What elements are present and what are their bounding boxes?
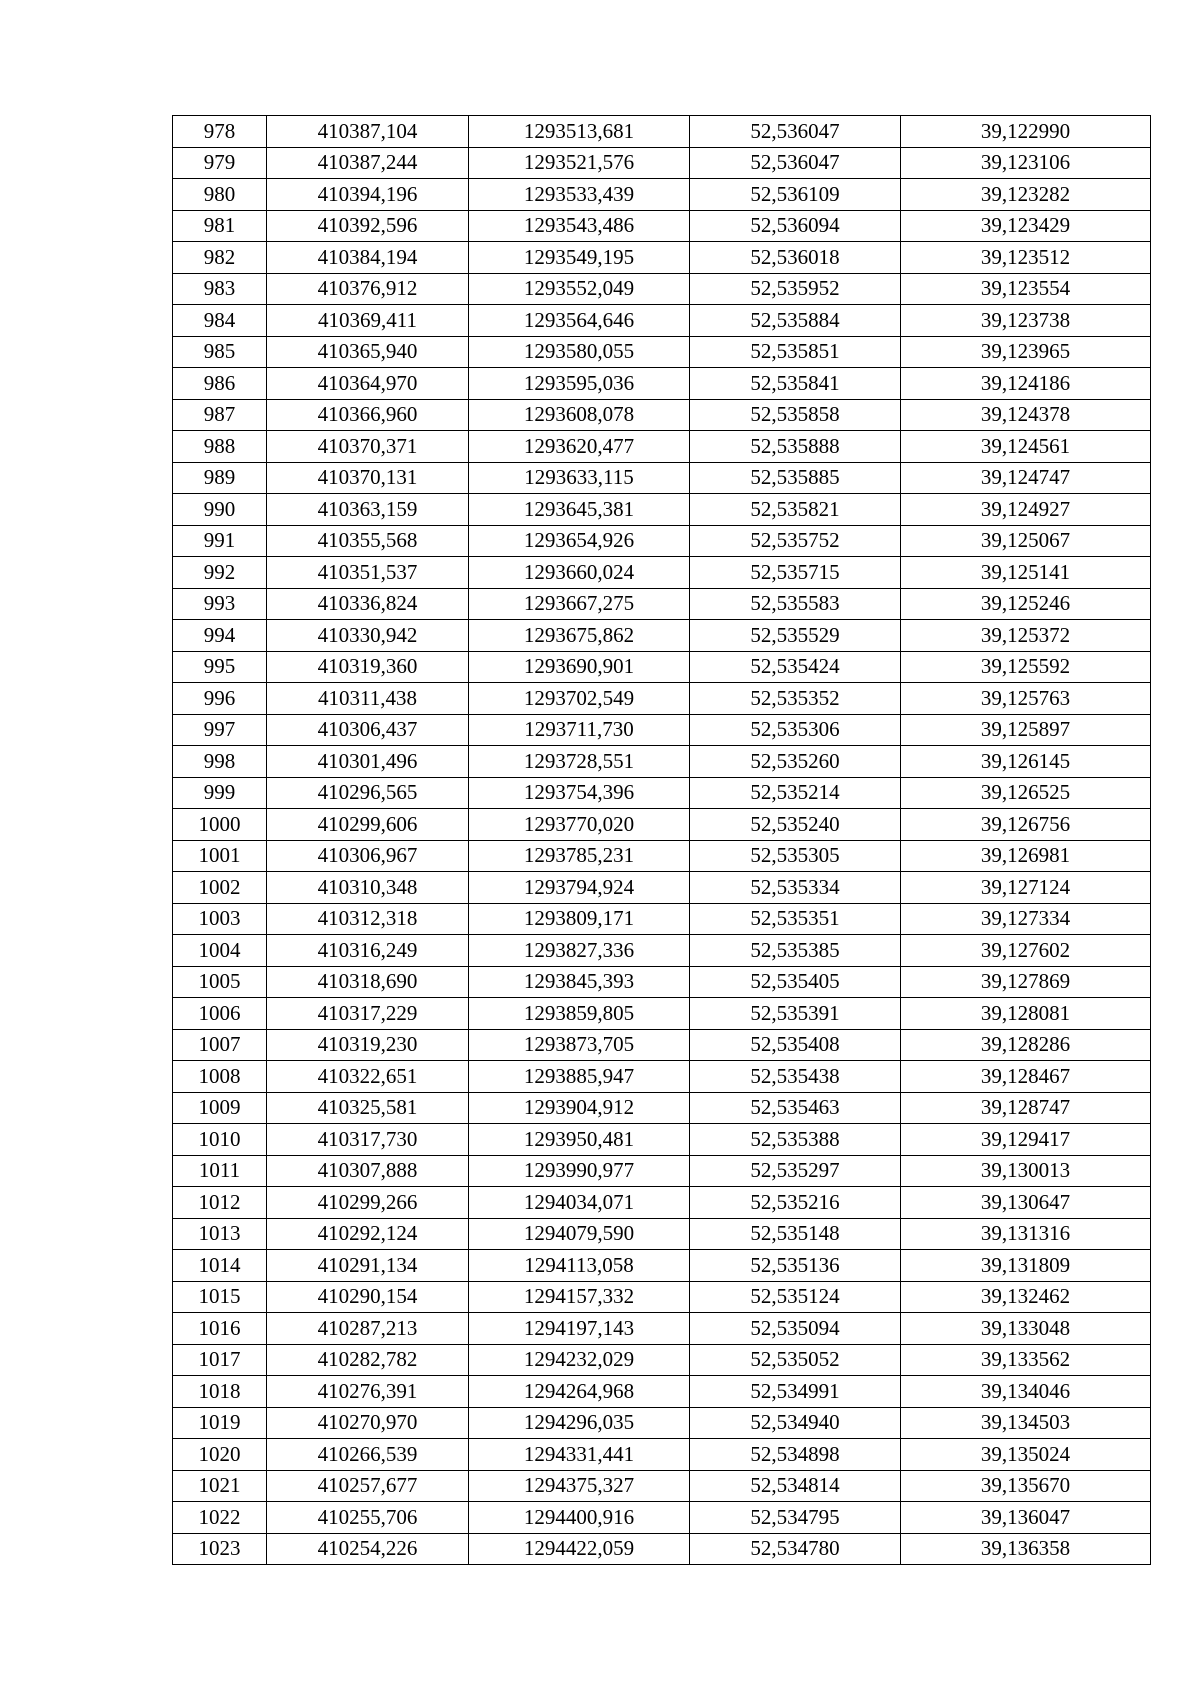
x-coordinate-cell: 410364,970 — [267, 368, 469, 400]
y-coordinate-cell: 1293809,171 — [469, 903, 690, 935]
y-coordinate-cell: 1293543,486 — [469, 210, 690, 242]
point-number-cell: 1006 — [173, 998, 267, 1030]
latitude-cell: 52,535888 — [690, 431, 901, 463]
x-coordinate-cell: 410376,912 — [267, 273, 469, 305]
table-row — [173, 683, 1151, 715]
y-coordinate-cell: 1293667,275 — [469, 588, 690, 620]
y-coordinate-cell: 1293990,977 — [469, 1155, 690, 1187]
latitude-cell: 52,534940 — [690, 1407, 901, 1439]
point-number-cell: 1001 — [173, 840, 267, 872]
longitude-cell: 39,132462 — [901, 1281, 1151, 1313]
y-coordinate-cell: 1293633,115 — [469, 462, 690, 494]
latitude-cell: 52,534898 — [690, 1439, 901, 1471]
point-number-cell: 1020 — [173, 1439, 267, 1471]
point-number-cell: 988 — [173, 431, 267, 463]
x-coordinate-cell: 410266,539 — [267, 1439, 469, 1471]
table-row — [173, 588, 1151, 620]
table-row — [173, 210, 1151, 242]
table-row — [173, 903, 1151, 935]
longitude-cell: 39,125763 — [901, 683, 1151, 715]
table-body — [173, 116, 1151, 1565]
point-number-cell: 1023 — [173, 1533, 267, 1565]
point-number-cell: 1011 — [173, 1155, 267, 1187]
table-row — [173, 966, 1151, 998]
x-coordinate-cell: 410310,348 — [267, 872, 469, 904]
x-coordinate-cell: 410322,651 — [267, 1061, 469, 1093]
longitude-cell: 39,124747 — [901, 462, 1151, 494]
table-row — [173, 746, 1151, 778]
table-row — [173, 1155, 1151, 1187]
y-coordinate-cell: 1294375,327 — [469, 1470, 690, 1502]
point-number-cell: 1017 — [173, 1344, 267, 1376]
latitude-cell: 52,535752 — [690, 525, 901, 557]
table-row — [173, 1218, 1151, 1250]
latitude-cell: 52,535352 — [690, 683, 901, 715]
point-number-cell: 999 — [173, 777, 267, 809]
latitude-cell: 52,534780 — [690, 1533, 901, 1565]
y-coordinate-cell: 1293564,646 — [469, 305, 690, 337]
longitude-cell: 39,134046 — [901, 1376, 1151, 1408]
table-row — [173, 273, 1151, 305]
longitude-cell: 39,128467 — [901, 1061, 1151, 1093]
point-number-cell: 989 — [173, 462, 267, 494]
point-number-cell: 979 — [173, 147, 267, 179]
point-number-cell: 1015 — [173, 1281, 267, 1313]
y-coordinate-cell: 1293513,681 — [469, 116, 690, 148]
x-coordinate-cell: 410306,967 — [267, 840, 469, 872]
table-row — [173, 1439, 1151, 1471]
longitude-cell: 39,124378 — [901, 399, 1151, 431]
table-row — [173, 1470, 1151, 1502]
y-coordinate-cell: 1293608,078 — [469, 399, 690, 431]
point-number-cell: 1012 — [173, 1187, 267, 1219]
longitude-cell: 39,124927 — [901, 494, 1151, 526]
longitude-cell: 39,125246 — [901, 588, 1151, 620]
latitude-cell: 52,536109 — [690, 179, 901, 211]
longitude-cell: 39,125141 — [901, 557, 1151, 589]
latitude-cell: 52,535391 — [690, 998, 901, 1030]
table-row — [173, 1092, 1151, 1124]
table-row — [173, 336, 1151, 368]
latitude-cell: 52,535260 — [690, 746, 901, 778]
longitude-cell: 39,133048 — [901, 1313, 1151, 1345]
longitude-cell: 39,123429 — [901, 210, 1151, 242]
table-row — [173, 305, 1151, 337]
point-number-cell: 992 — [173, 557, 267, 589]
x-coordinate-cell: 410282,782 — [267, 1344, 469, 1376]
x-coordinate-cell: 410318,690 — [267, 966, 469, 998]
table-row — [173, 1281, 1151, 1313]
longitude-cell: 39,130647 — [901, 1187, 1151, 1219]
point-number-cell: 990 — [173, 494, 267, 526]
x-coordinate-cell: 410276,391 — [267, 1376, 469, 1408]
longitude-cell: 39,123738 — [901, 305, 1151, 337]
y-coordinate-cell: 1294264,968 — [469, 1376, 690, 1408]
longitude-cell: 39,130013 — [901, 1155, 1151, 1187]
table-row — [173, 431, 1151, 463]
x-coordinate-cell: 410363,159 — [267, 494, 469, 526]
x-coordinate-cell: 410299,266 — [267, 1187, 469, 1219]
table-row — [173, 1124, 1151, 1156]
latitude-cell: 52,535351 — [690, 903, 901, 935]
point-number-cell: 1019 — [173, 1407, 267, 1439]
latitude-cell: 52,535405 — [690, 966, 901, 998]
point-number-cell: 1005 — [173, 966, 267, 998]
table-row — [173, 840, 1151, 872]
y-coordinate-cell: 1293859,805 — [469, 998, 690, 1030]
x-coordinate-cell: 410257,677 — [267, 1470, 469, 1502]
y-coordinate-cell: 1293845,393 — [469, 966, 690, 998]
table-row — [173, 1061, 1151, 1093]
y-coordinate-cell: 1293728,551 — [469, 746, 690, 778]
point-number-cell: 1008 — [173, 1061, 267, 1093]
point-number-cell: 980 — [173, 179, 267, 211]
x-coordinate-cell: 410319,360 — [267, 651, 469, 683]
point-number-cell: 1009 — [173, 1092, 267, 1124]
x-coordinate-cell: 410292,124 — [267, 1218, 469, 1250]
table-row — [173, 242, 1151, 274]
longitude-cell: 39,133562 — [901, 1344, 1151, 1376]
table-row — [173, 714, 1151, 746]
longitude-cell: 39,126525 — [901, 777, 1151, 809]
longitude-cell: 39,131809 — [901, 1250, 1151, 1282]
y-coordinate-cell: 1293533,439 — [469, 179, 690, 211]
latitude-cell: 52,535136 — [690, 1250, 901, 1282]
y-coordinate-cell: 1293654,926 — [469, 525, 690, 557]
x-coordinate-cell: 410351,537 — [267, 557, 469, 589]
latitude-cell: 52,535124 — [690, 1281, 901, 1313]
y-coordinate-cell: 1294197,143 — [469, 1313, 690, 1345]
latitude-cell: 52,535583 — [690, 588, 901, 620]
x-coordinate-cell: 410291,134 — [267, 1250, 469, 1282]
longitude-cell: 39,125592 — [901, 651, 1151, 683]
y-coordinate-cell: 1294034,071 — [469, 1187, 690, 1219]
latitude-cell: 52,535529 — [690, 620, 901, 652]
longitude-cell: 39,125372 — [901, 620, 1151, 652]
longitude-cell: 39,124561 — [901, 431, 1151, 463]
longitude-cell: 39,135670 — [901, 1470, 1151, 1502]
latitude-cell: 52,535408 — [690, 1029, 901, 1061]
point-number-cell: 1002 — [173, 872, 267, 904]
latitude-cell: 52,535715 — [690, 557, 901, 589]
x-coordinate-cell: 410387,244 — [267, 147, 469, 179]
longitude-cell: 39,123554 — [901, 273, 1151, 305]
longitude-cell: 39,127869 — [901, 966, 1151, 998]
x-coordinate-cell: 410301,496 — [267, 746, 469, 778]
y-coordinate-cell: 1293521,576 — [469, 147, 690, 179]
point-number-cell: 997 — [173, 714, 267, 746]
table-row — [173, 777, 1151, 809]
table-row — [173, 620, 1151, 652]
longitude-cell: 39,134503 — [901, 1407, 1151, 1439]
y-coordinate-cell: 1293595,036 — [469, 368, 690, 400]
x-coordinate-cell: 410287,213 — [267, 1313, 469, 1345]
point-number-cell: 978 — [173, 116, 267, 148]
y-coordinate-cell: 1294079,590 — [469, 1218, 690, 1250]
x-coordinate-cell: 410384,194 — [267, 242, 469, 274]
longitude-cell: 39,127334 — [901, 903, 1151, 935]
y-coordinate-cell: 1294157,332 — [469, 1281, 690, 1313]
x-coordinate-cell: 410317,229 — [267, 998, 469, 1030]
point-number-cell: 981 — [173, 210, 267, 242]
y-coordinate-cell: 1293675,862 — [469, 620, 690, 652]
y-coordinate-cell: 1294296,035 — [469, 1407, 690, 1439]
table-row — [173, 1344, 1151, 1376]
latitude-cell: 52,535148 — [690, 1218, 901, 1250]
table-row — [173, 116, 1151, 148]
x-coordinate-cell: 410255,706 — [267, 1502, 469, 1534]
longitude-cell: 39,126145 — [901, 746, 1151, 778]
longitude-cell: 39,124186 — [901, 368, 1151, 400]
latitude-cell: 52,536018 — [690, 242, 901, 274]
x-coordinate-cell: 410312,318 — [267, 903, 469, 935]
latitude-cell: 52,534991 — [690, 1376, 901, 1408]
y-coordinate-cell: 1293620,477 — [469, 431, 690, 463]
point-number-cell: 1010 — [173, 1124, 267, 1156]
latitude-cell: 52,535297 — [690, 1155, 901, 1187]
x-coordinate-cell: 410254,226 — [267, 1533, 469, 1565]
point-number-cell: 983 — [173, 273, 267, 305]
table-row — [173, 399, 1151, 431]
latitude-cell: 52,534795 — [690, 1502, 901, 1534]
point-number-cell: 1007 — [173, 1029, 267, 1061]
x-coordinate-cell: 410370,131 — [267, 462, 469, 494]
table-row — [173, 1250, 1151, 1282]
latitude-cell: 52,535216 — [690, 1187, 901, 1219]
x-coordinate-cell: 410307,888 — [267, 1155, 469, 1187]
x-coordinate-cell: 410290,154 — [267, 1281, 469, 1313]
latitude-cell: 52,535424 — [690, 651, 901, 683]
point-number-cell: 991 — [173, 525, 267, 557]
y-coordinate-cell: 1293645,381 — [469, 494, 690, 526]
table-row — [173, 494, 1151, 526]
coordinate-table — [172, 115, 1151, 1565]
longitude-cell: 39,136358 — [901, 1533, 1151, 1565]
x-coordinate-cell: 410392,596 — [267, 210, 469, 242]
y-coordinate-cell: 1293950,481 — [469, 1124, 690, 1156]
latitude-cell: 52,535463 — [690, 1092, 901, 1124]
x-coordinate-cell: 410365,940 — [267, 336, 469, 368]
point-number-cell: 985 — [173, 336, 267, 368]
table-row — [173, 368, 1151, 400]
x-coordinate-cell: 410317,730 — [267, 1124, 469, 1156]
x-coordinate-cell: 410270,970 — [267, 1407, 469, 1439]
table-row — [173, 1376, 1151, 1408]
point-number-cell: 1016 — [173, 1313, 267, 1345]
y-coordinate-cell: 1293552,049 — [469, 273, 690, 305]
point-number-cell: 994 — [173, 620, 267, 652]
y-coordinate-cell: 1293660,024 — [469, 557, 690, 589]
latitude-cell: 52,535952 — [690, 273, 901, 305]
coordinate-table-container — [172, 115, 1151, 1565]
y-coordinate-cell: 1294331,441 — [469, 1439, 690, 1471]
longitude-cell: 39,127602 — [901, 935, 1151, 967]
point-number-cell: 995 — [173, 651, 267, 683]
table-row — [173, 1533, 1151, 1565]
x-coordinate-cell: 410306,437 — [267, 714, 469, 746]
y-coordinate-cell: 1293770,020 — [469, 809, 690, 841]
y-coordinate-cell: 1294113,058 — [469, 1250, 690, 1282]
longitude-cell: 39,123282 — [901, 179, 1151, 211]
longitude-cell: 39,136047 — [901, 1502, 1151, 1534]
table-row — [173, 651, 1151, 683]
table-row — [173, 462, 1151, 494]
y-coordinate-cell: 1293785,231 — [469, 840, 690, 872]
latitude-cell: 52,536047 — [690, 147, 901, 179]
latitude-cell: 52,535858 — [690, 399, 901, 431]
latitude-cell: 52,534814 — [690, 1470, 901, 1502]
table-row — [173, 179, 1151, 211]
x-coordinate-cell: 410370,371 — [267, 431, 469, 463]
latitude-cell: 52,535851 — [690, 336, 901, 368]
longitude-cell: 39,128747 — [901, 1092, 1151, 1124]
latitude-cell: 52,535388 — [690, 1124, 901, 1156]
longitude-cell: 39,128081 — [901, 998, 1151, 1030]
latitude-cell: 52,535094 — [690, 1313, 901, 1345]
longitude-cell: 39,126756 — [901, 809, 1151, 841]
x-coordinate-cell: 410296,565 — [267, 777, 469, 809]
y-coordinate-cell: 1293873,705 — [469, 1029, 690, 1061]
point-number-cell: 986 — [173, 368, 267, 400]
point-number-cell: 984 — [173, 305, 267, 337]
y-coordinate-cell: 1293711,730 — [469, 714, 690, 746]
point-number-cell: 1021 — [173, 1470, 267, 1502]
point-number-cell: 1022 — [173, 1502, 267, 1534]
longitude-cell: 39,123965 — [901, 336, 1151, 368]
point-number-cell: 993 — [173, 588, 267, 620]
point-number-cell: 1018 — [173, 1376, 267, 1408]
y-coordinate-cell: 1293549,195 — [469, 242, 690, 274]
point-number-cell: 982 — [173, 242, 267, 274]
longitude-cell: 39,129417 — [901, 1124, 1151, 1156]
x-coordinate-cell: 410387,104 — [267, 116, 469, 148]
latitude-cell: 52,535305 — [690, 840, 901, 872]
latitude-cell: 52,535821 — [690, 494, 901, 526]
y-coordinate-cell: 1294422,059 — [469, 1533, 690, 1565]
table-row — [173, 147, 1151, 179]
longitude-cell: 39,122990 — [901, 116, 1151, 148]
latitude-cell: 52,535841 — [690, 368, 901, 400]
y-coordinate-cell: 1293827,336 — [469, 935, 690, 967]
longitude-cell: 39,135024 — [901, 1439, 1151, 1471]
longitude-cell: 39,126981 — [901, 840, 1151, 872]
longitude-cell: 39,127124 — [901, 872, 1151, 904]
table-row — [173, 1029, 1151, 1061]
table-row — [173, 1187, 1151, 1219]
table-row — [173, 1502, 1151, 1534]
y-coordinate-cell: 1293690,901 — [469, 651, 690, 683]
point-number-cell: 996 — [173, 683, 267, 715]
y-coordinate-cell: 1293794,924 — [469, 872, 690, 904]
x-coordinate-cell: 410325,581 — [267, 1092, 469, 1124]
longitude-cell: 39,125067 — [901, 525, 1151, 557]
x-coordinate-cell: 410299,606 — [267, 809, 469, 841]
x-coordinate-cell: 410316,249 — [267, 935, 469, 967]
table-row — [173, 1313, 1151, 1345]
y-coordinate-cell: 1294232,029 — [469, 1344, 690, 1376]
y-coordinate-cell: 1293580,055 — [469, 336, 690, 368]
point-number-cell: 1000 — [173, 809, 267, 841]
longitude-cell: 39,123106 — [901, 147, 1151, 179]
x-coordinate-cell: 410319,230 — [267, 1029, 469, 1061]
x-coordinate-cell: 410311,438 — [267, 683, 469, 715]
longitude-cell: 39,128286 — [901, 1029, 1151, 1061]
point-number-cell: 1014 — [173, 1250, 267, 1282]
x-coordinate-cell: 410394,196 — [267, 179, 469, 211]
longitude-cell: 39,123512 — [901, 242, 1151, 274]
y-coordinate-cell: 1294400,916 — [469, 1502, 690, 1534]
x-coordinate-cell: 410330,942 — [267, 620, 469, 652]
longitude-cell: 39,131316 — [901, 1218, 1151, 1250]
longitude-cell: 39,125897 — [901, 714, 1151, 746]
latitude-cell: 52,535438 — [690, 1061, 901, 1093]
table-row — [173, 1407, 1151, 1439]
point-number-cell: 987 — [173, 399, 267, 431]
table-row — [173, 872, 1151, 904]
y-coordinate-cell: 1293904,912 — [469, 1092, 690, 1124]
point-number-cell: 1003 — [173, 903, 267, 935]
latitude-cell: 52,535884 — [690, 305, 901, 337]
y-coordinate-cell: 1293885,947 — [469, 1061, 690, 1093]
x-coordinate-cell: 410336,824 — [267, 588, 469, 620]
latitude-cell: 52,536094 — [690, 210, 901, 242]
x-coordinate-cell: 410366,960 — [267, 399, 469, 431]
latitude-cell: 52,535306 — [690, 714, 901, 746]
point-number-cell: 1004 — [173, 935, 267, 967]
y-coordinate-cell: 1293702,549 — [469, 683, 690, 715]
latitude-cell: 52,535334 — [690, 872, 901, 904]
latitude-cell: 52,535885 — [690, 462, 901, 494]
point-number-cell: 998 — [173, 746, 267, 778]
table-row — [173, 557, 1151, 589]
latitude-cell: 52,535240 — [690, 809, 901, 841]
point-number-cell: 1013 — [173, 1218, 267, 1250]
latitude-cell: 52,535052 — [690, 1344, 901, 1376]
table-row — [173, 809, 1151, 841]
table-row — [173, 998, 1151, 1030]
x-coordinate-cell: 410355,568 — [267, 525, 469, 557]
latitude-cell: 52,535385 — [690, 935, 901, 967]
table-row — [173, 935, 1151, 967]
x-coordinate-cell: 410369,411 — [267, 305, 469, 337]
latitude-cell: 52,535214 — [690, 777, 901, 809]
latitude-cell: 52,536047 — [690, 116, 901, 148]
table-row — [173, 525, 1151, 557]
y-coordinate-cell: 1293754,396 — [469, 777, 690, 809]
